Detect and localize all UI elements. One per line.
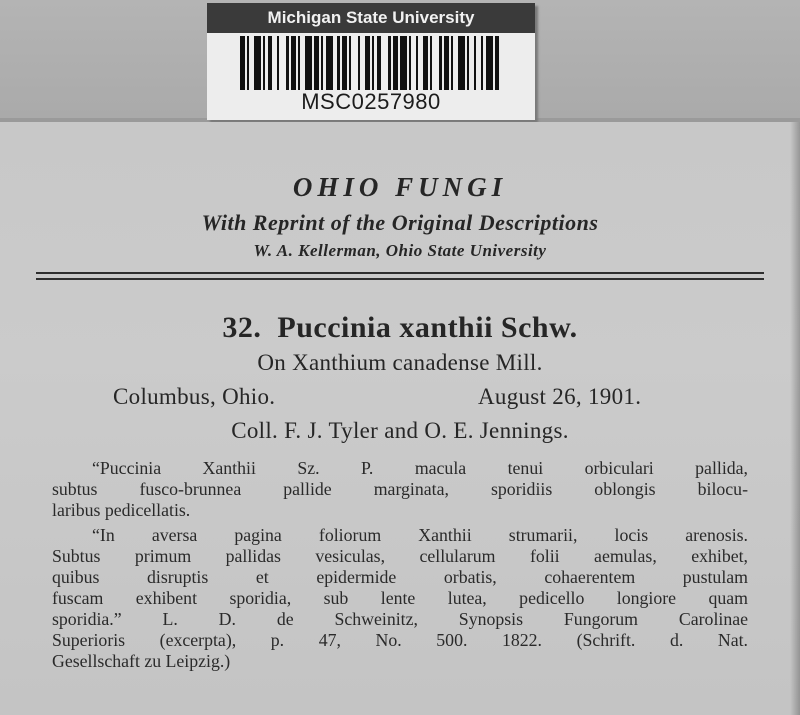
description-line: fuscam exhibent sporidia, sub lente lutea, pedicello longiore quam [52, 588, 748, 608]
barcode-bar [495, 36, 500, 90]
divider-rule-bottom [36, 278, 764, 280]
description-line: “In aversa pagina foliorum Xanthii strumarii, locis arenosis. [92, 525, 748, 545]
description-paragraph-2 [52, 525, 748, 672]
series-editor: W. A. Kellerman, Ohio State University [253, 241, 547, 260]
series-title: OHIO FUNGI [292, 172, 508, 202]
barcode-bar [486, 36, 493, 90]
barcode-bar [305, 36, 312, 90]
barcode-bar [326, 36, 333, 90]
barcode-bar [458, 36, 465, 90]
barcode [240, 36, 500, 90]
description-line: Gesellschaft zu Leipzig.) [52, 651, 231, 671]
barcode-bar [400, 36, 407, 90]
description-line: laribus pedicellatis. [52, 500, 191, 520]
description-line: “Puccinia Xanthii Sz. P. macula tenui orbiculari pallida, [92, 458, 748, 478]
host-plant: On Xanthium canadense Mill. [257, 350, 543, 375]
catalog-number: MSC0257980 [301, 89, 441, 114]
description-line: subtus fusco-brunnea pallide marginata, sporidiis oblongis bilocu- [52, 479, 748, 499]
collection-locality: Columbus, Ohio. [113, 384, 276, 409]
description-line: Subtus primum pallidas vesiculas, cellularum folii aemulas, exhibet, [52, 546, 748, 566]
description-line: sporidia.” L. D. de Schweinitz, Synopsis Fungorum Carolinae [52, 609, 748, 629]
barcode-label [207, 3, 535, 120]
divider-rule-top [36, 272, 764, 274]
collection-date: August 26, 1901. [478, 384, 642, 409]
collectors: Coll. F. J. Tyler and O. E. Jennings. [231, 418, 569, 443]
barcode-bar [351, 36, 358, 90]
barcode-bar [432, 36, 439, 90]
barcode-bar [254, 36, 261, 90]
barcode-bar [279, 36, 286, 90]
series-subtitle: With Reprint of the Original Descriptions [201, 210, 599, 235]
barcode-bar [381, 36, 388, 90]
description-line: quibus disruptis et epidermide orbatis, cohaerentem pustulam [52, 567, 748, 587]
description-paragraph-1 [52, 458, 748, 521]
description-line: Superioris (excerpta), p. 47, No. 500. 1822. (Schrift. d. Nat. [52, 630, 748, 650]
institution-name: Michigan State University [207, 3, 535, 33]
species-name: 32. Puccinia xanthii Schw. [222, 311, 578, 344]
